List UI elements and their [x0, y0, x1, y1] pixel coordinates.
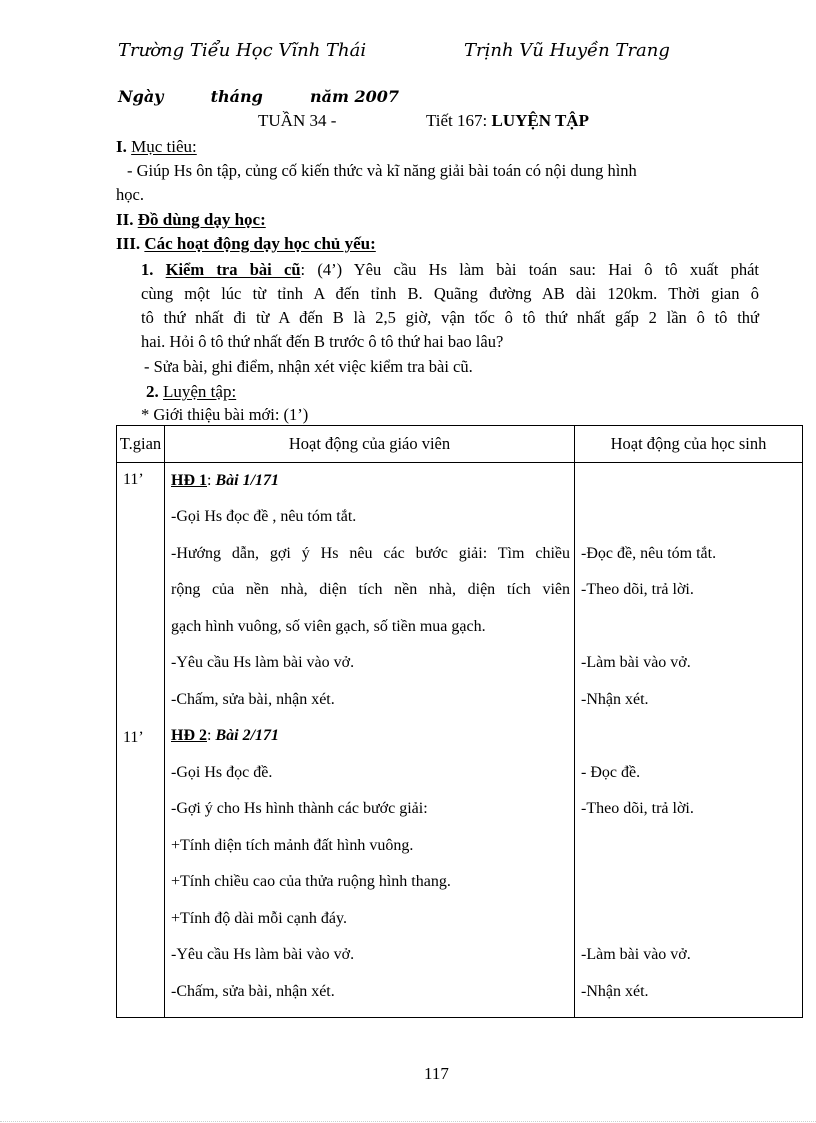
- hd2-student-line: [575, 864, 802, 901]
- hd2-student-spacer: [575, 718, 802, 755]
- hd1-student-line: -Nhận xét.: [581, 690, 649, 708]
- hd1-label: HĐ 1: [171, 472, 207, 489]
- hd2-sep: :: [207, 727, 216, 745]
- hd1-student-spacer: [575, 463, 802, 499]
- hd1-teacher-line: [165, 536, 574, 573]
- hd1-title: [165, 463, 574, 499]
- hd1-student-line: -Đọc đề, nêu tóm tắt.: [581, 544, 717, 562]
- hd2-label: HĐ 2: [171, 727, 207, 745]
- hd2-teacher-line: -Gợi ý cho Hs hình thành các bước giải:: [171, 800, 428, 818]
- student-column: [575, 463, 803, 1018]
- new-lesson-intro: * Giới thiệu bài mới: (1’): [141, 405, 309, 424]
- hd2-student-line: -Theo dõi, trả lời.: [581, 800, 694, 818]
- hd1-teacher-line: [165, 572, 574, 609]
- hd2-student-line: -Làm bài vào vở.: [581, 946, 691, 964]
- review-line-1: [141, 258, 759, 282]
- objectives-num: I.: [116, 137, 127, 156]
- hd2-teacher-line: -Yêu cầu Hs làm bài vào vở.: [171, 946, 355, 964]
- time-column: [117, 463, 165, 1018]
- hd2-teacher-line: +Tính chiều cao của thửa ruộng hình thang.: [171, 873, 451, 891]
- hd1-teacher-line: gạch hình vuông, số viên gạch, số tiền mua gạch.: [171, 617, 486, 635]
- table-body-row: [117, 463, 803, 1018]
- date-year-label: năm 2007: [310, 87, 400, 106]
- practice-label: Luyện tập:: [163, 382, 237, 401]
- date-line: [118, 87, 399, 106]
- lesson-title: [426, 111, 589, 131]
- hd1-student-line: [575, 499, 802, 536]
- lesson-name: LUYỆN TẬP: [491, 111, 589, 130]
- activities-heading: [116, 234, 376, 254]
- review-line-2: cùng một lúc từ tỉnh A đến tỉnh B. Quãng đường AB dài 120km. Thời gian ô: [141, 284, 759, 303]
- review-line-3: tô thứ nhất đi từ A đến B là 2,5 giờ, vận tốc ô tô thứ nhất gấp 2 lần ô tô thứ: [141, 308, 759, 327]
- teacher-name: Trịnh Vũ Huyền Trang: [464, 40, 670, 61]
- practice-num: 2.: [146, 382, 159, 401]
- activities-num: III.: [116, 234, 141, 253]
- header-student: Hoạt động của học sinh: [575, 426, 803, 463]
- materials-num: II.: [116, 210, 134, 229]
- hd1-time: 11’: [123, 471, 144, 488]
- period-label: Tiết 167:: [426, 111, 488, 130]
- hd1-student-line: -Làm bài vào vở.: [581, 654, 691, 672]
- review-followup: - Sửa bài, ghi điểm, nhận xét việc kiểm tra bài cũ.: [144, 357, 473, 376]
- materials-heading: [116, 210, 266, 230]
- school-name: Trường Tiểu Học Vĩnh Thái: [118, 40, 367, 61]
- hd2-time: 11’: [123, 729, 144, 746]
- hd2-teacher-line: +Tính độ dài mỗi cạnh đáy.: [171, 909, 347, 927]
- hd1-teacher-line: -Yêu cầu Hs làm bài vào vở.: [171, 654, 355, 672]
- hd2-exercise: Bài 2/171: [215, 727, 280, 745]
- page-separator: [0, 1121, 816, 1122]
- hd1-teacher-line: -Gọi Hs đọc đề , nêu tóm tắt.: [171, 508, 357, 526]
- objectives-heading: [116, 137, 197, 157]
- hd2-student-line: - Đọc đề.: [581, 763, 641, 781]
- hd2-teacher-line: +Tính diện tích mảnh đất hình vuông.: [171, 836, 414, 854]
- materials-title: Đồ dùng dạy học:: [137, 210, 266, 229]
- objectives-title: Mục tiêu:: [131, 137, 197, 156]
- objectives-line-1: - Giúp Hs ôn tập, củng cố kiến thức và kĩ năng giải bài toán có nội dung hình: [127, 161, 637, 180]
- hd1-student-line: -Theo dõi, trả lời.: [581, 581, 694, 599]
- activity-table: [116, 425, 803, 1018]
- header-time: T.gian: [117, 426, 165, 463]
- activities-title: Các hoạt động dạy học chủ yếu:: [144, 234, 376, 253]
- hd1-teacher-text: -Hướng dẫn, gợi ý Hs nêu các bước giải: Tìm chiều: [171, 544, 570, 562]
- hd1-exercise: Bài 1/171: [215, 472, 280, 489]
- review-paragraph: [141, 258, 759, 354]
- review-line-4: hai. Hỏi ô tô thứ nhất đến B trước ô tô thứ hai bao lâu?: [141, 332, 504, 351]
- date-month-label: tháng: [210, 87, 263, 106]
- hd2-student-line: [575, 828, 802, 865]
- hd1-teacher-line: -Chấm, sửa bài, nhận xét.: [171, 690, 335, 708]
- review-num: 1.: [141, 260, 154, 279]
- hd2-student-line: -Nhận xét.: [581, 982, 649, 1000]
- hd1-sep: :: [207, 472, 216, 489]
- hd2-title: [165, 718, 574, 755]
- date-day-label: Ngày: [118, 87, 164, 106]
- table-header-row: [117, 426, 803, 463]
- review-label: Kiểm tra bài cũ: [165, 260, 301, 279]
- header-teacher: Hoạt động của giáo viên: [165, 426, 575, 463]
- teacher-column: [165, 463, 575, 1018]
- week-label: TUẦN 34 -: [258, 111, 337, 130]
- hd1-teacher-text: rộng của nền nhà, diện tích nền nhà, diện tích viên: [171, 581, 570, 598]
- hd1-student-line: [575, 609, 802, 646]
- review-text-1: : (4’) Yêu cầu Hs làm bài toán sau: Hai ô tô xuất phát: [300, 260, 759, 279]
- hd2-teacher-line: -Gọi Hs đọc đề.: [171, 763, 273, 781]
- hd2-student-line: [575, 901, 802, 938]
- page-number: 117: [424, 1064, 449, 1083]
- hd2-teacher-line: -Chấm, sửa bài, nhận xét.: [171, 982, 335, 1000]
- objectives-line-2: học.: [116, 185, 144, 204]
- practice-heading: [146, 382, 236, 402]
